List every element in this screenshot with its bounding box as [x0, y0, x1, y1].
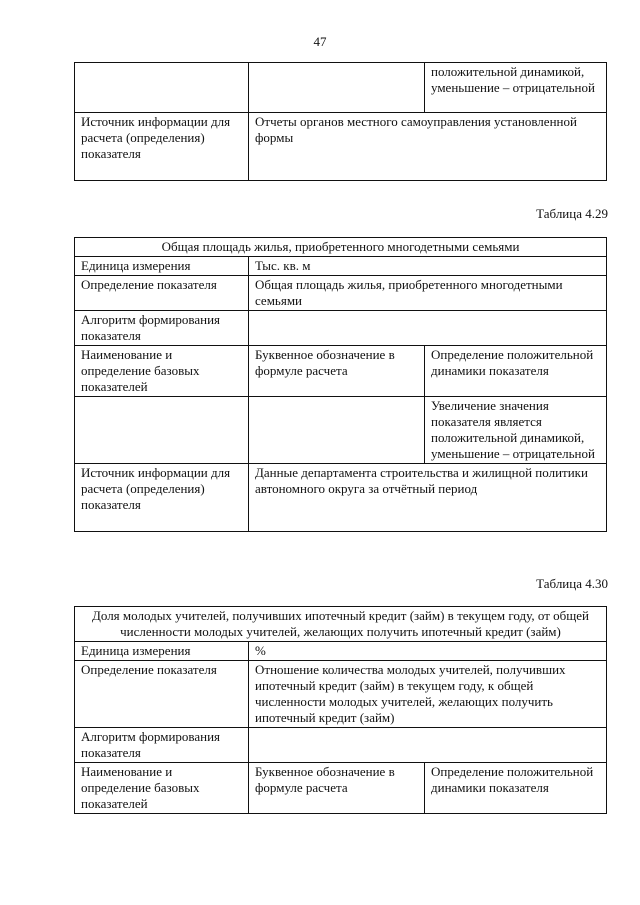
unit-value: Тыс. кв. м — [249, 257, 607, 276]
header-letter-notation: Буквенное обозначение в формуле расчета — [249, 763, 425, 814]
table-row — [75, 763, 607, 814]
source-value: Отчеты органов местного самоуправления установленной формы — [249, 113, 607, 181]
definition-label: Определение показателя — [75, 661, 249, 728]
definition-label: Определение показателя — [75, 276, 249, 311]
header-positive-dynamics: Определение положительной динамики показателя — [425, 346, 607, 397]
algorithm-label: Алгоритм формирования показателя — [75, 728, 249, 763]
table-4-30 — [74, 606, 607, 814]
header-positive-dynamics: Определение положительной динамики показателя — [425, 763, 607, 814]
source-value: Данные департамента строительства и жилищной политики автономного округа за отчётный период — [249, 464, 607, 532]
table-title: Доля молодых учителей, получивших ипотечный кредит (займ) в текущем году, от общей численности молодых учителей, желающих получить ипотечный кредит (займ) — [75, 607, 607, 642]
table-row — [75, 642, 607, 661]
table-caption: Таблица 4.30 — [536, 576, 608, 591]
definition-value: Отношение количества молодых учителей, получивших ипотечный кредит (займ) в текущем году, к общей численности молодых учителей, желающих получить ипотечный кредит (займ) — [249, 661, 607, 728]
table-cell: положительной динамикой, уменьшение – отрицательной — [425, 63, 607, 113]
table-row — [75, 728, 607, 763]
unit-value: % — [249, 642, 607, 661]
table-row — [75, 276, 607, 311]
source-label: Источник информации для расчета (определения) показателя — [75, 464, 249, 532]
unit-label: Единица измерения — [75, 642, 249, 661]
header-base-indicators: Наименование и определение базовых показателей — [75, 346, 249, 397]
source-label: Источник информации для расчета (определения) показателя — [75, 113, 249, 181]
table-4-29 — [74, 237, 607, 532]
table-cell: Увеличение значения показателя является положительной динамикой, уменьшение – отрицательной — [425, 397, 607, 464]
table-row — [75, 464, 607, 532]
unit-label: Единица измерения — [75, 257, 249, 276]
header-base-indicators: Наименование и определение базовых показателей — [75, 763, 249, 814]
table-row — [75, 238, 607, 257]
algorithm-label: Алгоритм формирования показателя — [75, 311, 249, 346]
table-cell — [249, 63, 425, 113]
table-row — [75, 257, 607, 276]
header-letter-notation: Буквенное обозначение в формуле расчета — [249, 346, 425, 397]
table-title: Общая площадь жилья, приобретенного многодетными семьями — [75, 238, 607, 257]
algorithm-value — [249, 311, 607, 346]
table-row — [75, 346, 607, 397]
table-row — [75, 661, 607, 728]
algorithm-value — [249, 728, 607, 763]
definition-value: Общая площадь жилья, приобретенного многодетными семьями — [249, 276, 607, 311]
table-cell — [75, 63, 249, 113]
continued-table — [74, 62, 607, 181]
table-caption: Таблица 4.29 — [536, 206, 608, 221]
table-row — [75, 63, 607, 113]
table-row — [75, 607, 607, 642]
table-row — [75, 311, 607, 346]
page-number: 47 — [313, 34, 327, 49]
table-cell — [75, 397, 249, 464]
table-row — [75, 397, 607, 464]
table-cell — [249, 397, 425, 464]
table-row — [75, 113, 607, 181]
